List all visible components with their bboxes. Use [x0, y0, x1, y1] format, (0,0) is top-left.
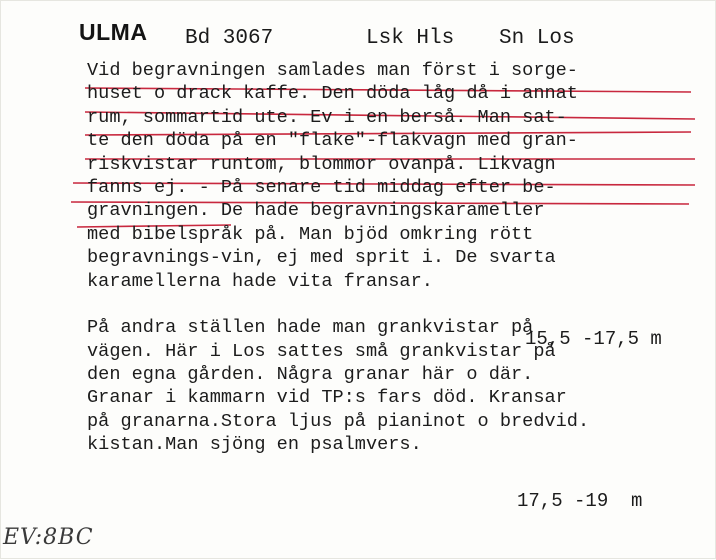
text-line: Vid begravningen samlades man först i sorge- — [87, 60, 578, 81]
archive-code: ULMA — [79, 19, 148, 45]
handwritten-reference: EV:8BC — [3, 525, 94, 550]
text-line — [87, 293, 589, 316]
text-line: med bibelspråk på. Man bjöd omkring rött — [87, 223, 534, 245]
text-line: på granarna.Stora ljus på pianinot o bredvid. — [87, 410, 590, 432]
card-header — [1, 17, 716, 57]
province-code: Lsk Hls — [366, 27, 455, 50]
text-line: begravnings-vin, ej med sprit i. De svarta — [87, 247, 556, 269]
transcript-text — [87, 59, 589, 457]
text-line: te den döda på en "flake"-flakvagn med gran- — [87, 130, 578, 152]
text-line: huset o drack kaffe. Den döda låg då i annat — [87, 83, 578, 105]
text-line: På andra ställen hade man grankvistar på — [87, 317, 534, 339]
text-line: kistan.Man sjöng en psalmvers. — [87, 434, 422, 456]
text-line: Granar i kammarn vid TP:s fars död. Kransar — [87, 387, 567, 409]
text-line: den egna gården. Några granar här o där. — [87, 364, 534, 386]
text-line: vägen. Här i Los sattes små grankvistar på — [87, 340, 556, 362]
text-line: riskvistar runtom, blommor ovanpå. Likvagn — [87, 153, 556, 175]
text-line: rum, sommartid ute. Ev i en berså. Man sat- — [87, 106, 567, 128]
measurement-first: 15,5 -17,5 m — [525, 328, 662, 350]
parish-code: Sn Los — [499, 27, 575, 50]
text-line: gravningen. De hade begravningskarameller — [87, 200, 545, 222]
measurement-second: 17,5 -19 m — [517, 490, 643, 512]
text-line: fanns ej. - På senare tid middag efter be- — [87, 176, 556, 198]
volume-number: Bd 3067 — [185, 27, 274, 50]
text-line: karamellerna hade vita fransar. — [87, 270, 433, 292]
